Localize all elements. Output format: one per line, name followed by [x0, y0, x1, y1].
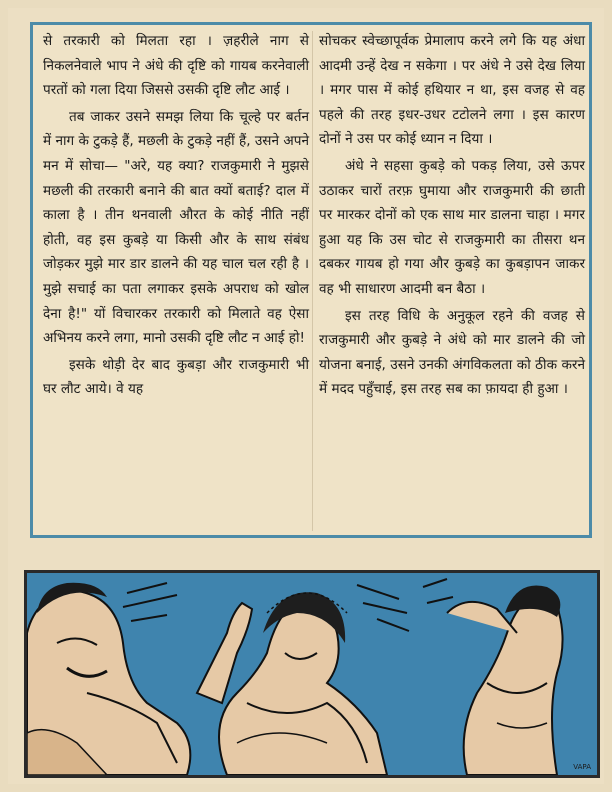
illustration-artwork: [27, 573, 597, 775]
paragraph: तब जाकर उसने समझ लिया कि चूल्हे पर बर्तन में नाग के टुकड़े हैं, मछली के टुकड़े नहीं हैं, उसने अपने मन में सोचा— "अरे, यह क्या? राजकुमारी ने मुझसे मछली की तरकारी बनाने की बात क्यों बताई? दाल में काला है । तीन थनवाली औरत के कोई नीति नहीं होती, वह इस कुबड़े या किसी और के साथ संबंध जोड़कर मुझे मार डार डालने की यह चाल चल रही है । मुझे सचाई का पता लगाकर इसके अपराध को खोल देना है!" यों विचारकर तरकारी को मिलाते वह ऐसा अभिनय करने लगा, मानो उसकी दृष्टि लौट न आई हो!: [43, 108, 309, 347]
story-illustration: [24, 570, 600, 778]
story-page: [8, 8, 604, 784]
paragraph: अंधे ने सहसा कुबड़े को पकड़ लिया, उसे ऊपर उठाकर चारों तरफ़ घुमाया और राजकुमारी की छाती पर मारकर दोनों को एक साथ मार डालना चाहा । मगर हुआ यह कि उस चोट से राजकुमारी का तीसरा थन दबकर गायब हो गया और कुबड़े का कुबड़ापन जाकर वह भी साधारण आदमी बन बैठा ।: [319, 157, 585, 297]
text-panel: [30, 22, 592, 538]
hunchback-figure: [447, 585, 563, 775]
left-column: [43, 29, 309, 402]
column-divider: [312, 31, 313, 531]
paragraph: सोचकर स्वेच्छापूर्वक प्रेमालाप करने लगे कि यह अंधा आदमी उन्हें देख न सकेगा । पर अंधे ने उसे देख लिया । मगर पास में कोई हथियार न था, इस वजह से वह पहले की तरह इधर-उधर टटोलने लगा । इस कारण दोनों ने उस पर कोई ध्यान न दिया ।: [319, 33, 585, 148]
paragraph: इस तरह विधि के अनुकूल रहने की वजह से राजकुमारी और कुबड़े ने अंधे को मार डालने की जो योजना बनाई, उसने उनकी अंगविकलता को ठीक करने में मदद पहुँचाई, इस तरह सब का फ़ायदा ही हुआ ।: [319, 307, 585, 398]
blind-man-figure: [27, 583, 190, 775]
paragraph: से तरकारी को मिलता रहा । ज़हरीले नाग से निकलनेवाले भाप ने अंधे की दृष्टि को गायब करनेवाली परतों को गला दिया जिससे उसकी दृष्टि लौट आई ।: [43, 33, 309, 99]
princess-figure: [197, 592, 387, 775]
artist-signature: VAPA: [573, 763, 591, 771]
paragraph: इसके थोड़ी देर बाद कुबड़ा और राजकुमारी भी घर लौट आये। वे यह: [43, 356, 309, 398]
right-column: [319, 29, 585, 402]
